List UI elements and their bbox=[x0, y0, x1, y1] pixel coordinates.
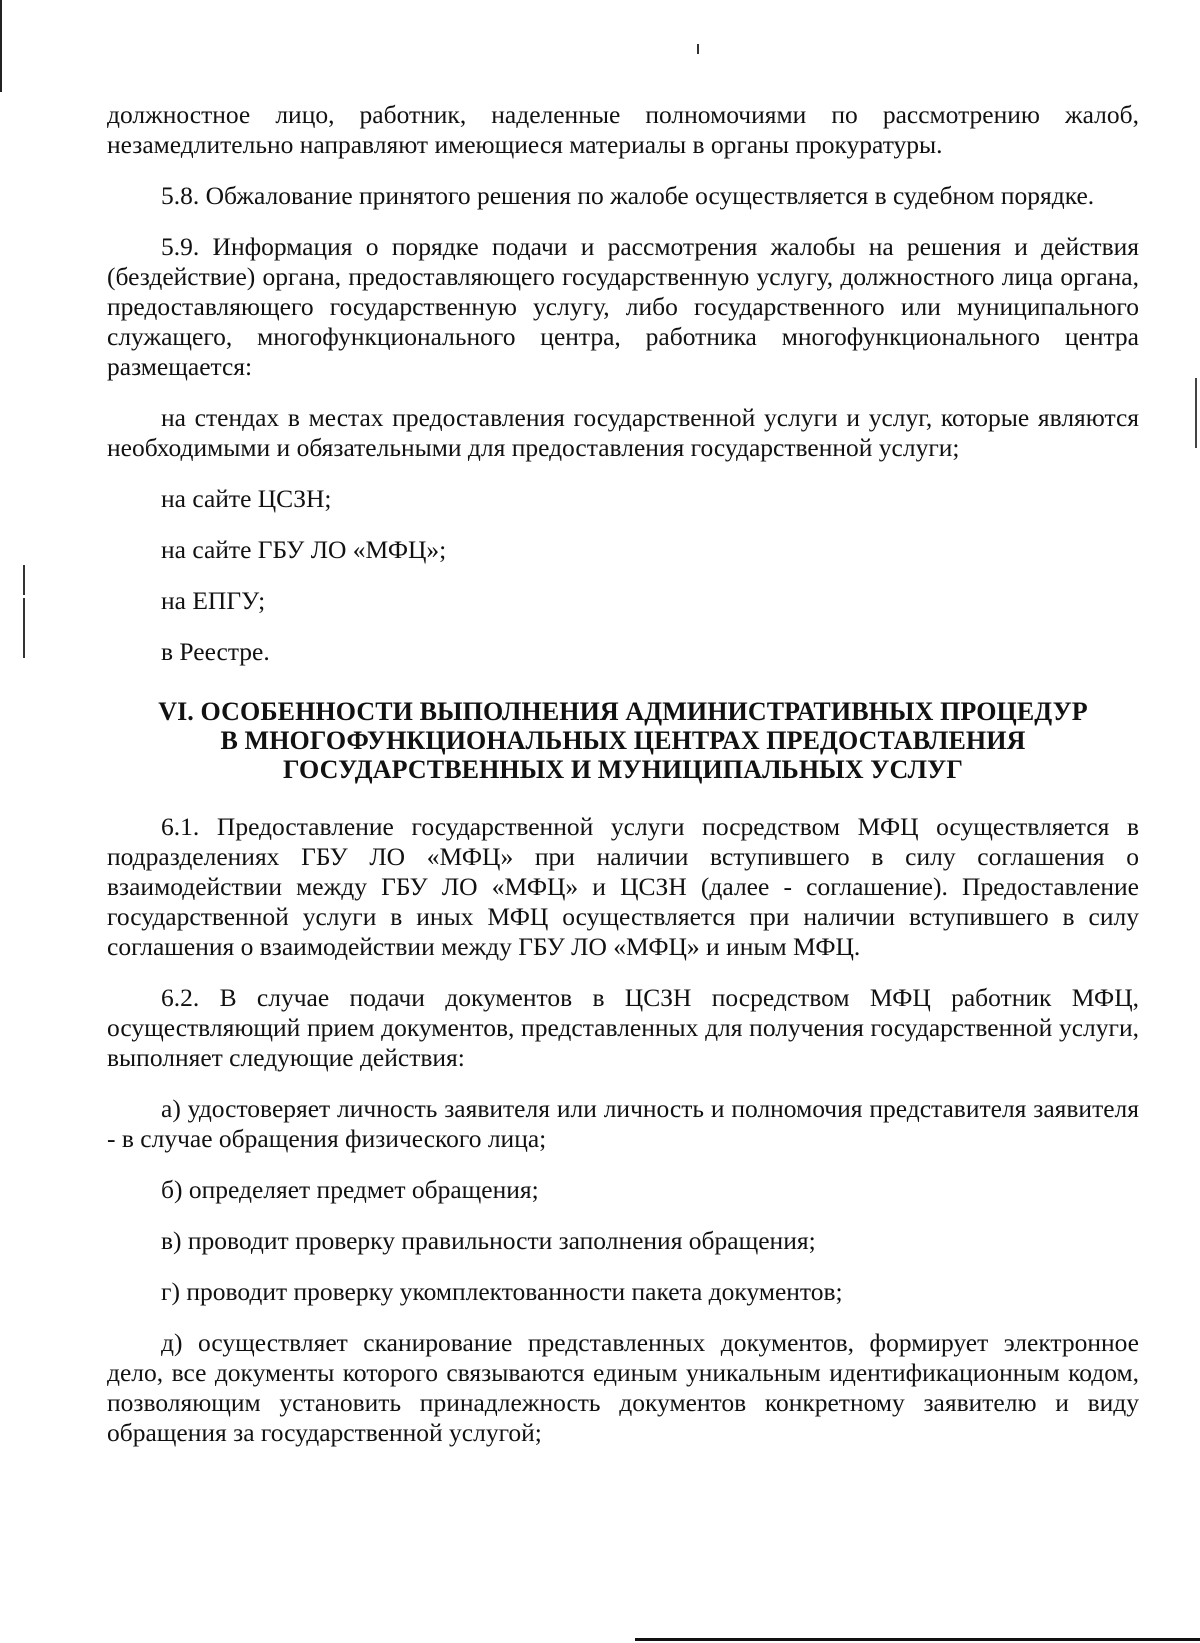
paragraph-continuation: должностное лицо, работник, наделенные полномочиями по рассмотрению жалоб, незамедлительно направляют имеющиеся материалы в органы прокуратуры. bbox=[107, 100, 1139, 159]
scan-mark-artifact bbox=[23, 565, 25, 595]
paragraph-stands: на стендах в местах предоставления государственной услуги и услуг, которые являются необходимыми и обязательными для предоставления государственной услуги; bbox=[107, 403, 1139, 462]
paragraph-6-2: 6.2. В случае подачи документов в ЦСЗН посредством МФЦ работник МФЦ, осуществляющий прием документов, представленных для получения государственной услуги, выполняет следующие действия: bbox=[107, 983, 1139, 1072]
list-item: в Реестре. bbox=[161, 637, 270, 666]
scan-bottom-line bbox=[635, 1638, 1200, 1641]
list-item: на сайте ЦСЗН; bbox=[161, 484, 332, 513]
paragraph-6-1: 6.1. Предоставление государственной услуги посредством МФЦ осуществляется в подразделениях ГБУ ЛО «МФЦ» при наличии вступившего в силу соглашения о взаимодействии между ГБУ ЛО «МФЦ» и ЦСЗН (далее - соглашение). Предоставление государственной услуги в иных МФЦ осуществляется при наличии вступившего в силу соглашения о взаимодействии между ГБУ ЛО «МФЦ» и иным МФЦ. bbox=[107, 812, 1139, 961]
scan-edge-artifact bbox=[0, 0, 2, 92]
list-item: на ЕПГУ; bbox=[161, 586, 266, 615]
list-item: на сайте ГБУ ЛО «МФЦ»; bbox=[161, 535, 447, 564]
section-heading-line: VI. ОСОБЕННОСТИ ВЫПОЛНЕНИЯ АДМИНИСТРАТИВНЫХ ПРОЦЕДУР bbox=[158, 697, 1088, 726]
document-body bbox=[107, 100, 1139, 1469]
scan-mark-artifact bbox=[697, 44, 699, 54]
scan-mark-artifact bbox=[1195, 378, 1197, 448]
scan-mark-artifact bbox=[23, 598, 25, 658]
action-item: б) определяет предмет обращения; bbox=[161, 1175, 539, 1204]
section-heading-line: ГОСУДАРСТВЕННЫХ И МУНИЦИПАЛЬНЫХ УСЛУГ bbox=[283, 755, 963, 784]
action-item: в) проводит проверку правильности заполнения обращения; bbox=[161, 1226, 816, 1255]
action-item: а) удостоверяет личность заявителя или личность и полномочия представителя заявителя - в случае обращения физического лица; bbox=[107, 1094, 1139, 1153]
paragraph-5-8: 5.8. Обжалование принятого решения по жалобе осуществляется в судебном порядке. bbox=[161, 181, 1095, 210]
action-item: д) осуществляет сканирование представленных документов, формирует электронное дело, все документы которого связываются единым уникальным идентификационным кодом, позволяющим установить принадлежность документов конкретному заявителю и виду обращения за государственной услугой; bbox=[107, 1328, 1139, 1447]
section-heading bbox=[107, 697, 1139, 784]
paragraph-5-9: 5.9. Информация о порядке подачи и рассмотрения жалобы на решения и действия (бездействие) органа, предоставляющего государственную услугу, должностного лица органа, предоставляющего государственную услугу, либо государственного или муниципального служащего, многофункционального центра, работника многофункционального центра размещается: bbox=[107, 232, 1139, 381]
action-item: г) проводит проверку укомплектованности пакета документов; bbox=[161, 1277, 843, 1306]
section-heading-line: В МНОГОФУНКЦИОНАЛЬНЫХ ЦЕНТРАХ ПРЕДОСТАВЛЕНИЯ bbox=[220, 726, 1026, 755]
